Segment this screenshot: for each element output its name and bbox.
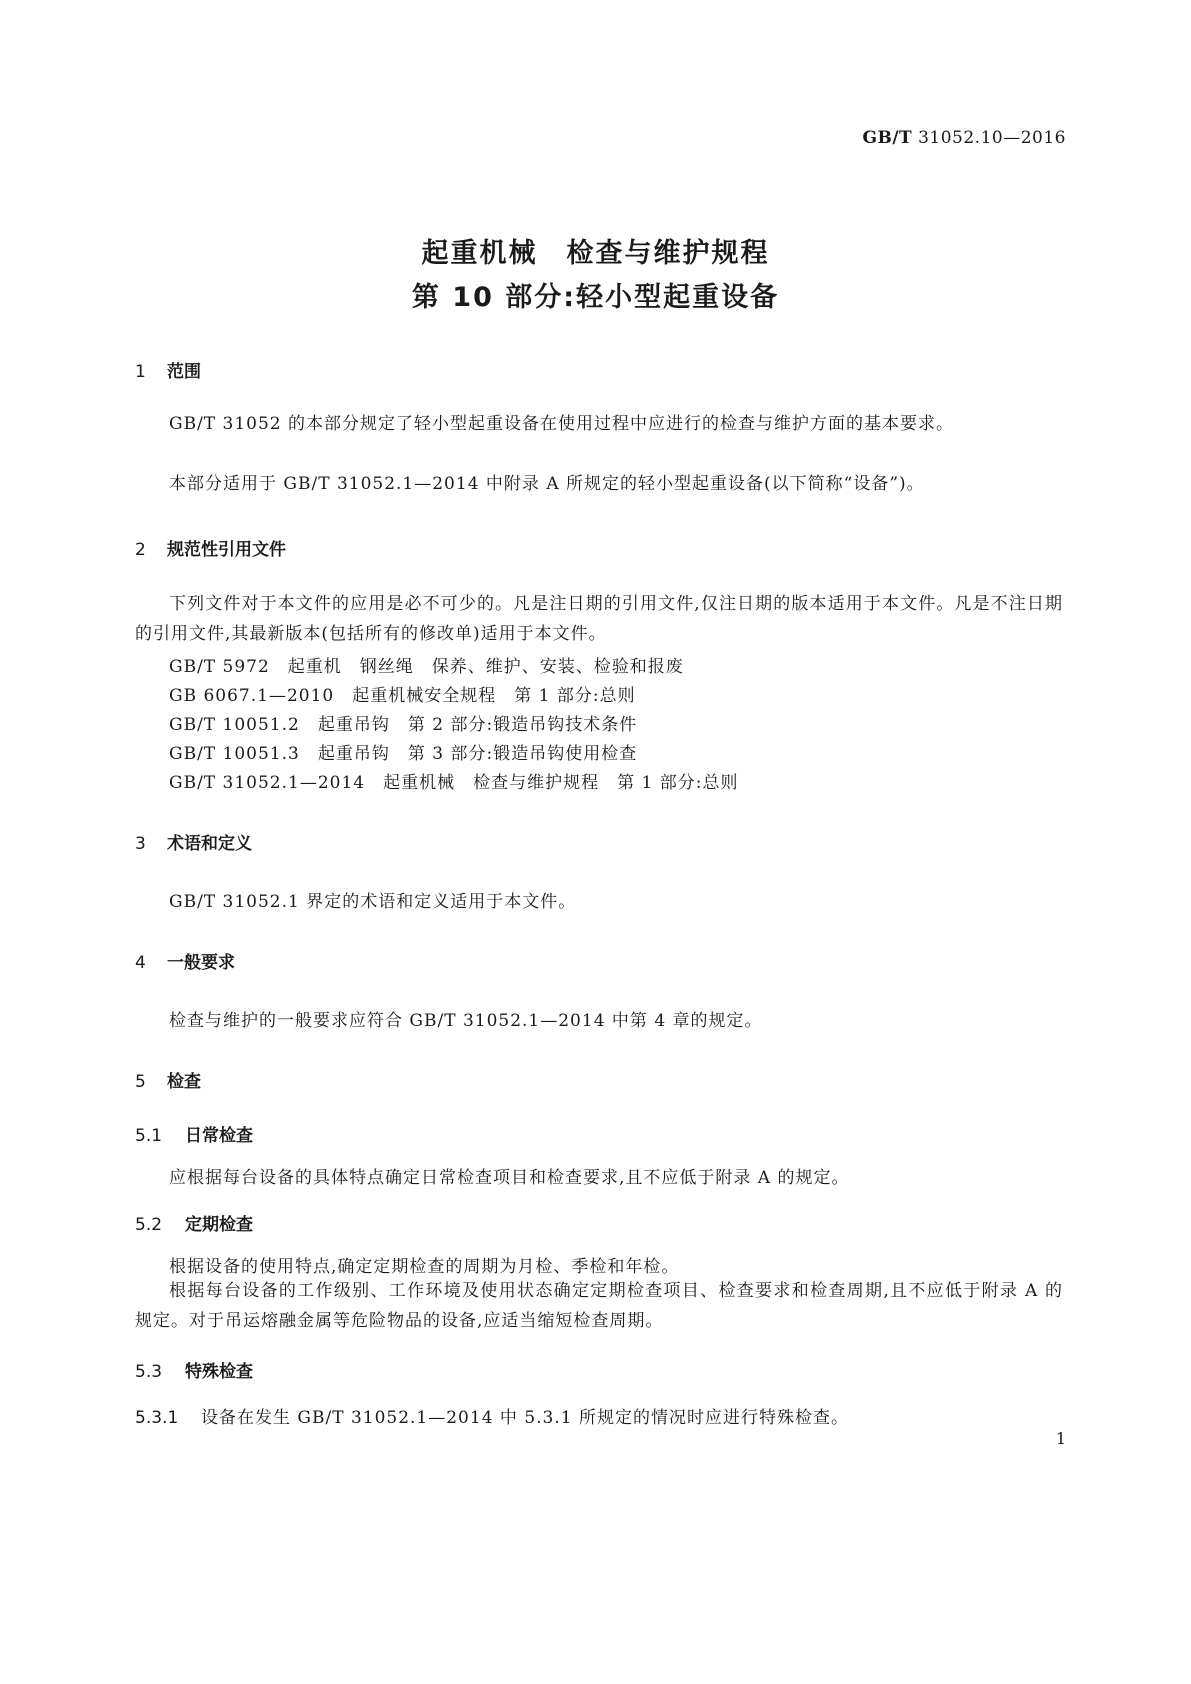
section-number: 4 <box>135 953 146 973</box>
page-number: 1 <box>1055 1429 1066 1448</box>
section-3-paragraph-1: GB/T 31052.1 界定的术语和定义适用于本文件。 <box>169 892 577 912</box>
document-title <box>0 232 1191 320</box>
standard-code-number: 31052.10—2016 <box>912 128 1066 148</box>
section-5-heading <box>135 1067 201 1092</box>
section-1-paragraph-1: GB/T 31052 的本部分规定了轻小型起重设备在使用过程中应进行的检查与维护方面的基本要求。 <box>169 414 955 434</box>
title-line-1: 起重机械 检查与维护规程 <box>421 238 770 269</box>
section-number: 5 <box>135 1072 146 1092</box>
reference-item: GB/T 31052.1—2014 起重机械 检查与维护规程 第 1 部分:总则 <box>169 773 739 793</box>
section-5-2-paragraph-1: 根据设备的使用特点,确定定期检查的周期为月检、季检和年检。 <box>169 1257 680 1277</box>
standard-code <box>862 128 1066 148</box>
subsection-number: 5.3 <box>135 1362 163 1382</box>
section-number: 3 <box>135 834 146 854</box>
section-title: 检查 <box>167 1072 201 1092</box>
section-4-heading <box>135 948 235 973</box>
section-1-heading <box>135 357 201 382</box>
section-2-heading <box>135 535 286 560</box>
section-5-2-paragraph-2: 根据每台设备的工作级别、工作环境及使用状态确定定期检查项目、检查要求和检查周期,且不应低于附录 A 的规定。对于吊运熔融金属等危险物品的设备,应适当缩短检查周期。 <box>135 1281 1063 1331</box>
section-title: 术语和定义 <box>167 834 252 854</box>
section-title: 范围 <box>167 362 201 382</box>
section-2-paragraph-1: 下列文件对于本文件的应用是必不可少的。凡是注日期的引用文件,仅注日期的版本适用于本文件。凡是不注日期的引用文件,其最新版本(包括所有的修改单)适用于本文件。 <box>135 594 1063 644</box>
reference-item: GB/T 10051.2 起重吊钩 第 2 部分:锻造吊钩技术条件 <box>169 715 638 735</box>
section-3-heading <box>135 829 252 854</box>
section-1-paragraph-2: 本部分适用于 GB/T 31052.1—2014 中附录 A 所规定的轻小型起重设备(以下简称“设备”)。 <box>169 474 925 494</box>
section-5-1-heading <box>135 1121 253 1146</box>
subsection-number: 5.2 <box>135 1215 163 1235</box>
section-title: 一般要求 <box>167 953 235 973</box>
section-title: 规范性引用文件 <box>167 540 286 560</box>
reference-item: GB/T 5972 起重机 钢丝绳 保养、维护、安装、检验和报废 <box>169 657 684 677</box>
section-5-3-1-clause <box>135 1403 849 1428</box>
reference-item: GB/T 10051.3 起重吊钩 第 3 部分:锻造吊钩使用检查 <box>169 744 638 764</box>
standard-code-prefix: GB/T <box>862 128 913 148</box>
subsection-number: 5.1 <box>135 1126 163 1146</box>
section-number: 2 <box>135 540 146 560</box>
title-line-2: 第 10 部分:轻小型起重设备 <box>411 282 780 313</box>
section-5-3-heading <box>135 1357 253 1382</box>
subsection-title: 日常检查 <box>185 1126 253 1146</box>
section-5-2-heading <box>135 1210 253 1235</box>
section-number: 1 <box>135 362 146 382</box>
reference-item: GB 6067.1—2010 起重机械安全规程 第 1 部分:总则 <box>169 686 636 706</box>
clause-text: 设备在发生 GB/T 31052.1—2014 中 5.3.1 所规定的情况时应进行特殊检查。 <box>201 1408 849 1428</box>
subsection-title: 特殊检查 <box>185 1362 253 1382</box>
section-4-paragraph-1: 检查与维护的一般要求应符合 GB/T 31052.1—2014 中第 4 章的规定。 <box>169 1011 763 1031</box>
clause-number: 5.3.1 <box>135 1408 179 1428</box>
section-5-1-paragraph-1: 应根据每台设备的具体特点确定日常检查项目和检查要求,且不应低于附录 A 的规定。 <box>169 1168 850 1188</box>
subsection-title: 定期检查 <box>185 1215 253 1235</box>
